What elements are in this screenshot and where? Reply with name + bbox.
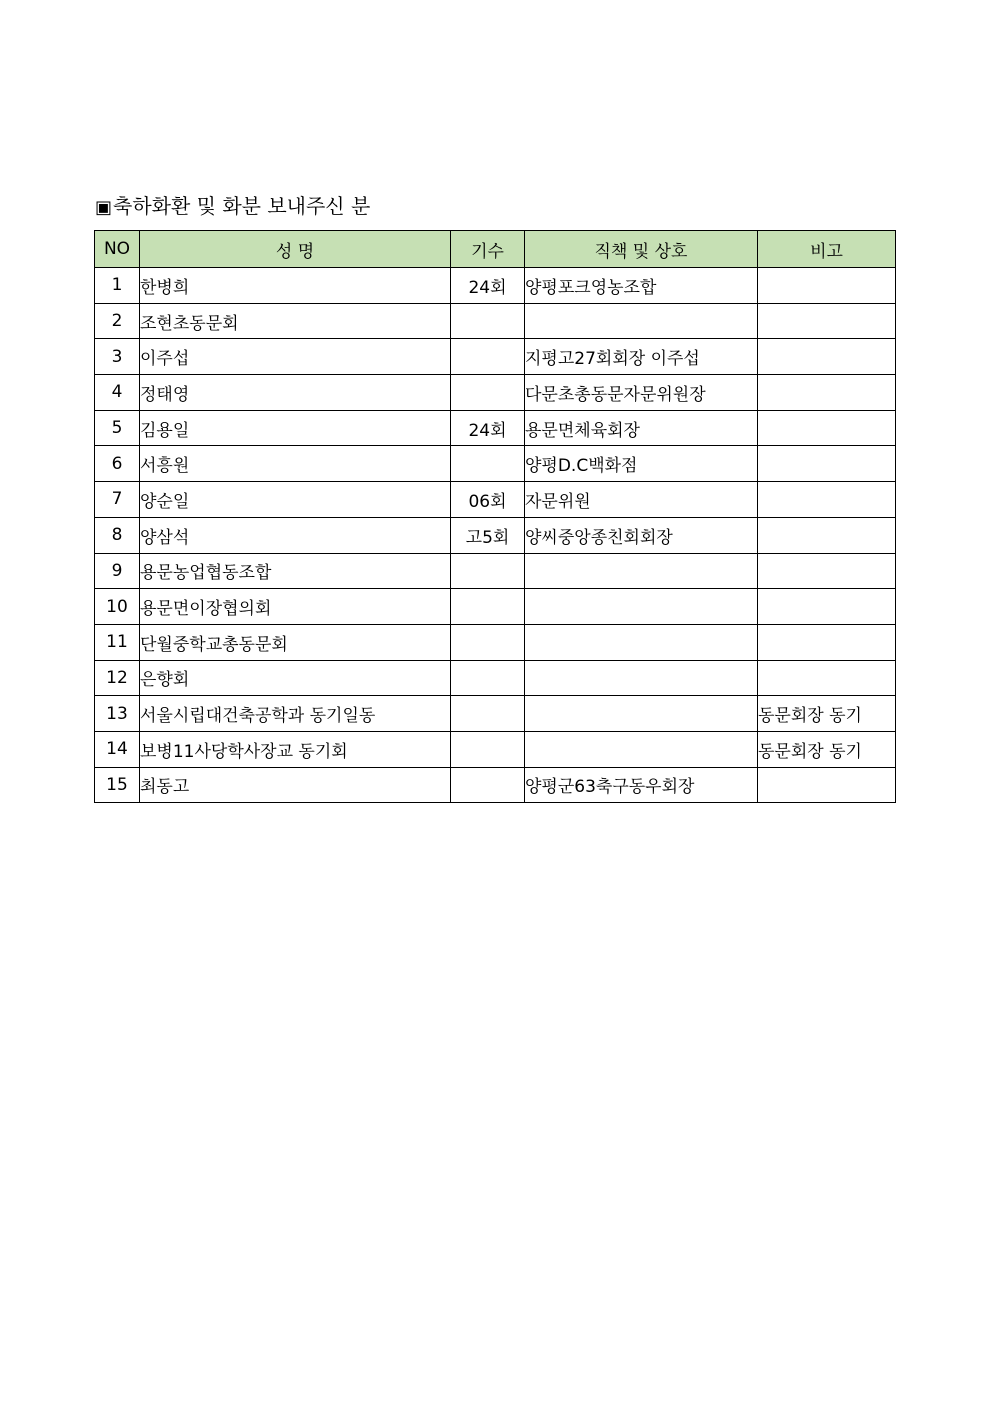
- cell-name: 이주섭: [140, 339, 451, 375]
- table-row: [95, 589, 896, 625]
- cell-no: 13: [95, 696, 140, 732]
- cell-name: 서울시립대건축공학과 동기일동: [140, 696, 451, 732]
- cell-name: 조현초동문회: [140, 303, 451, 339]
- cell-no: 1: [95, 268, 140, 304]
- header-name: 성 명: [140, 231, 451, 268]
- cell-generation: [451, 731, 525, 767]
- table-header-row: [95, 231, 896, 268]
- cell-note: 동문회장 동기: [758, 696, 896, 732]
- table-row: [95, 482, 896, 518]
- cell-note: [758, 517, 896, 553]
- cell-no: 6: [95, 446, 140, 482]
- table-row: [95, 446, 896, 482]
- cell-name: 한병희: [140, 268, 451, 304]
- cell-generation: [451, 339, 525, 375]
- table-row: [95, 553, 896, 589]
- cell-note: [758, 589, 896, 625]
- cell-name: 최동고: [140, 767, 451, 803]
- cell-generation: 24회: [451, 268, 525, 304]
- table-row: [95, 517, 896, 553]
- header-no: NO: [95, 231, 140, 268]
- cell-title: [525, 553, 758, 589]
- cell-generation: [451, 696, 525, 732]
- section-title-text: 축하화환 및 화분 보내주신 분: [113, 194, 371, 218]
- cell-no: 10: [95, 589, 140, 625]
- cell-no: 11: [95, 624, 140, 660]
- cell-title: 양평D.C백화점: [525, 446, 758, 482]
- header-title: 직책 및 상호: [525, 231, 758, 268]
- cell-title: [525, 303, 758, 339]
- sender-table: [94, 230, 896, 803]
- cell-note: [758, 482, 896, 518]
- cell-no: 5: [95, 410, 140, 446]
- table-row: [95, 767, 896, 803]
- cell-note: [758, 660, 896, 696]
- cell-no: 7: [95, 482, 140, 518]
- cell-no: 2: [95, 303, 140, 339]
- cell-note: [758, 553, 896, 589]
- table-row: [95, 303, 896, 339]
- cell-name: 김용일: [140, 410, 451, 446]
- cell-name: 용문면이장협의회: [140, 589, 451, 625]
- cell-generation: [451, 589, 525, 625]
- table-row: [95, 410, 896, 446]
- cell-no: 4: [95, 375, 140, 411]
- cell-note: [758, 268, 896, 304]
- cell-title: 양평포크영농조합: [525, 268, 758, 304]
- cell-no: 14: [95, 731, 140, 767]
- cell-generation: 24회: [451, 410, 525, 446]
- cell-title: 양씨중앙종친회회장: [525, 517, 758, 553]
- cell-name: 보병11사당학사장교 동기회: [140, 731, 451, 767]
- header-note: 비고: [758, 231, 896, 268]
- cell-no: 15: [95, 767, 140, 803]
- cell-title: 양평군63축구동우회장: [525, 767, 758, 803]
- header-generation: 기수: [451, 231, 525, 268]
- cell-no: 3: [95, 339, 140, 375]
- cell-generation: [451, 553, 525, 589]
- cell-no: 8: [95, 517, 140, 553]
- cell-title: [525, 589, 758, 625]
- cell-name: 서흥원: [140, 446, 451, 482]
- cell-title: [525, 696, 758, 732]
- table-row: [95, 660, 896, 696]
- cell-note: [758, 624, 896, 660]
- cell-title: [525, 731, 758, 767]
- cell-name: 용문농업협동조합: [140, 553, 451, 589]
- cell-note: [758, 303, 896, 339]
- cell-title: 자문위원: [525, 482, 758, 518]
- cell-title: [525, 660, 758, 696]
- section-title: [95, 192, 370, 222]
- cell-name: 은향회: [140, 660, 451, 696]
- table-row: [95, 624, 896, 660]
- cell-generation: 고5회: [451, 517, 525, 553]
- cell-no: 12: [95, 660, 140, 696]
- cell-no: 9: [95, 553, 140, 589]
- cell-title: 다문초총동문자문위원장: [525, 375, 758, 411]
- cell-generation: [451, 624, 525, 660]
- cell-generation: [451, 767, 525, 803]
- cell-generation: 06회: [451, 482, 525, 518]
- cell-note: [758, 446, 896, 482]
- cell-note: [758, 339, 896, 375]
- cell-name: 양순일: [140, 482, 451, 518]
- square-bullet-icon: ▣: [95, 197, 113, 218]
- cell-note: 동문회장 동기: [758, 731, 896, 767]
- cell-note: [758, 375, 896, 411]
- table-row: [95, 268, 896, 304]
- cell-generation: [451, 446, 525, 482]
- cell-title: 지평고27회회장 이주섭: [525, 339, 758, 375]
- cell-name: 양삼석: [140, 517, 451, 553]
- cell-name: 단월중학교총동문회: [140, 624, 451, 660]
- cell-generation: [451, 303, 525, 339]
- cell-note: [758, 410, 896, 446]
- cell-generation: [451, 375, 525, 411]
- table-row: [95, 375, 896, 411]
- table-row: [95, 339, 896, 375]
- cell-generation: [451, 660, 525, 696]
- cell-name: 정태영: [140, 375, 451, 411]
- table-row: [95, 696, 896, 732]
- cell-note: [758, 767, 896, 803]
- table-row: [95, 731, 896, 767]
- cell-title: 용문면체육회장: [525, 410, 758, 446]
- cell-title: [525, 624, 758, 660]
